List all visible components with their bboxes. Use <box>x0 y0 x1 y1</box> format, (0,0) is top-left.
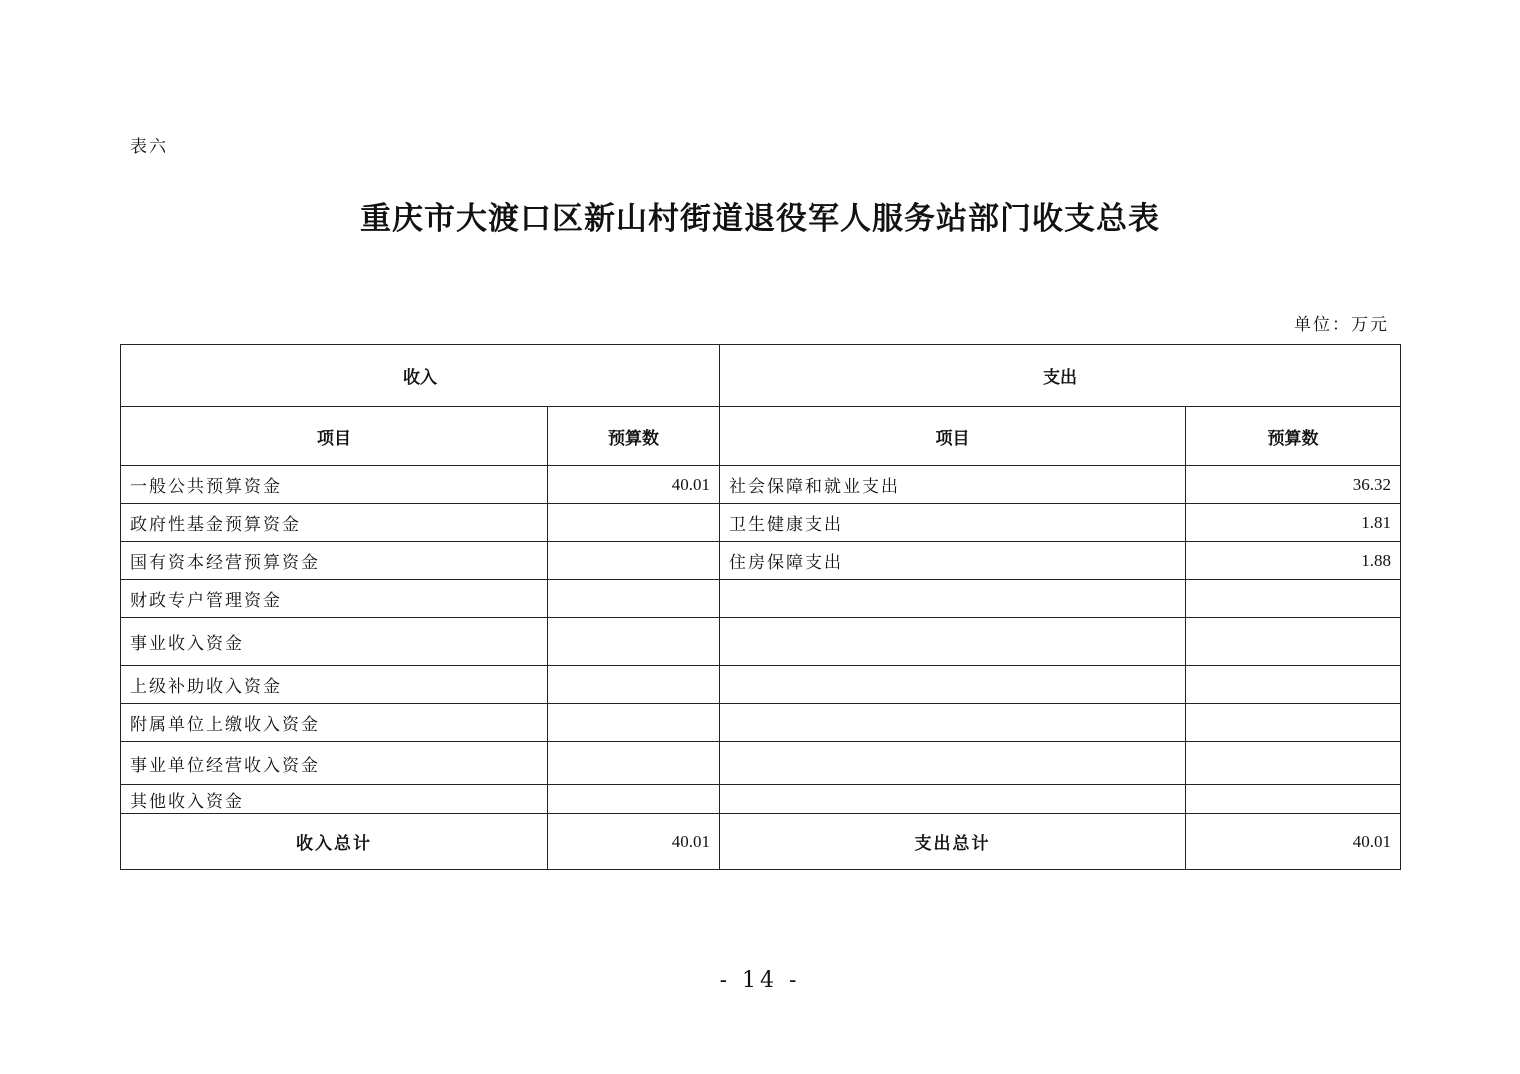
table-row <box>121 785 1401 814</box>
expense-item <box>720 704 1186 742</box>
income-item: 附属单位上缴收入资金 <box>121 704 548 742</box>
income-item: 事业单位经营收入资金 <box>121 742 548 785</box>
expense-amount: 1.88 <box>1186 542 1401 580</box>
expense-amount: 36.32 <box>1186 466 1401 504</box>
income-budget-header: 预算数 <box>548 407 720 466</box>
income-item: 事业收入资金 <box>121 618 548 666</box>
table-row <box>121 504 1401 542</box>
expense-item <box>720 785 1186 814</box>
income-amount <box>548 542 720 580</box>
expense-amount: 1.81 <box>1186 504 1401 542</box>
income-amount <box>548 504 720 542</box>
total-row <box>121 814 1401 870</box>
expense-item <box>720 580 1186 618</box>
expense-amount <box>1186 618 1401 666</box>
section-header-row <box>121 345 1401 407</box>
income-item-header: 项目 <box>121 407 548 466</box>
table-row <box>121 542 1401 580</box>
expense-item: 卫生健康支出 <box>720 504 1186 542</box>
income-amount <box>548 704 720 742</box>
income-amount <box>548 785 720 814</box>
table-row <box>121 666 1401 704</box>
income-amount <box>548 742 720 785</box>
income-item: 国有资本经营预算资金 <box>121 542 548 580</box>
expense-amount <box>1186 704 1401 742</box>
expense-budget-header: 预算数 <box>1186 407 1401 466</box>
column-header-row <box>121 407 1401 466</box>
expense-amount <box>1186 666 1401 704</box>
budget-table <box>120 344 1401 870</box>
table-row <box>121 704 1401 742</box>
expense-section-header: 支出 <box>720 345 1401 407</box>
expense-item-header: 项目 <box>720 407 1186 466</box>
table-row <box>121 466 1401 504</box>
income-item: 财政专户管理资金 <box>121 580 548 618</box>
income-total-label: 收入总计 <box>121 814 548 870</box>
income-amount <box>548 618 720 666</box>
income-item: 上级补助收入资金 <box>121 666 548 704</box>
expense-amount <box>1186 785 1401 814</box>
expense-total-amount: 40.01 <box>1186 814 1401 870</box>
expense-item <box>720 618 1186 666</box>
page-number: - 14 - <box>719 968 801 993</box>
expense-total-label: 支出总计 <box>720 814 1186 870</box>
expense-amount <box>1186 742 1401 785</box>
unit-label: 单位：万元 <box>1294 315 1389 335</box>
document-title: 重庆市大渡口区新山村街道退役军人服务站部门收支总表 <box>360 201 1160 237</box>
income-item: 其他收入资金 <box>121 785 548 814</box>
income-amount <box>548 666 720 704</box>
table-number: 表六 <box>130 137 168 157</box>
table-row <box>121 580 1401 618</box>
income-item: 一般公共预算资金 <box>121 466 548 504</box>
expense-item: 住房保障支出 <box>720 542 1186 580</box>
income-item: 政府性基金预算资金 <box>121 504 548 542</box>
expense-item: 社会保障和就业支出 <box>720 466 1186 504</box>
income-amount <box>548 580 720 618</box>
table-row <box>121 618 1401 666</box>
expense-item <box>720 666 1186 704</box>
income-section-header: 收入 <box>121 345 720 407</box>
income-total-amount: 40.01 <box>548 814 720 870</box>
expense-item <box>720 742 1186 785</box>
expense-amount <box>1186 580 1401 618</box>
table-row <box>121 742 1401 785</box>
income-amount: 40.01 <box>548 466 720 504</box>
